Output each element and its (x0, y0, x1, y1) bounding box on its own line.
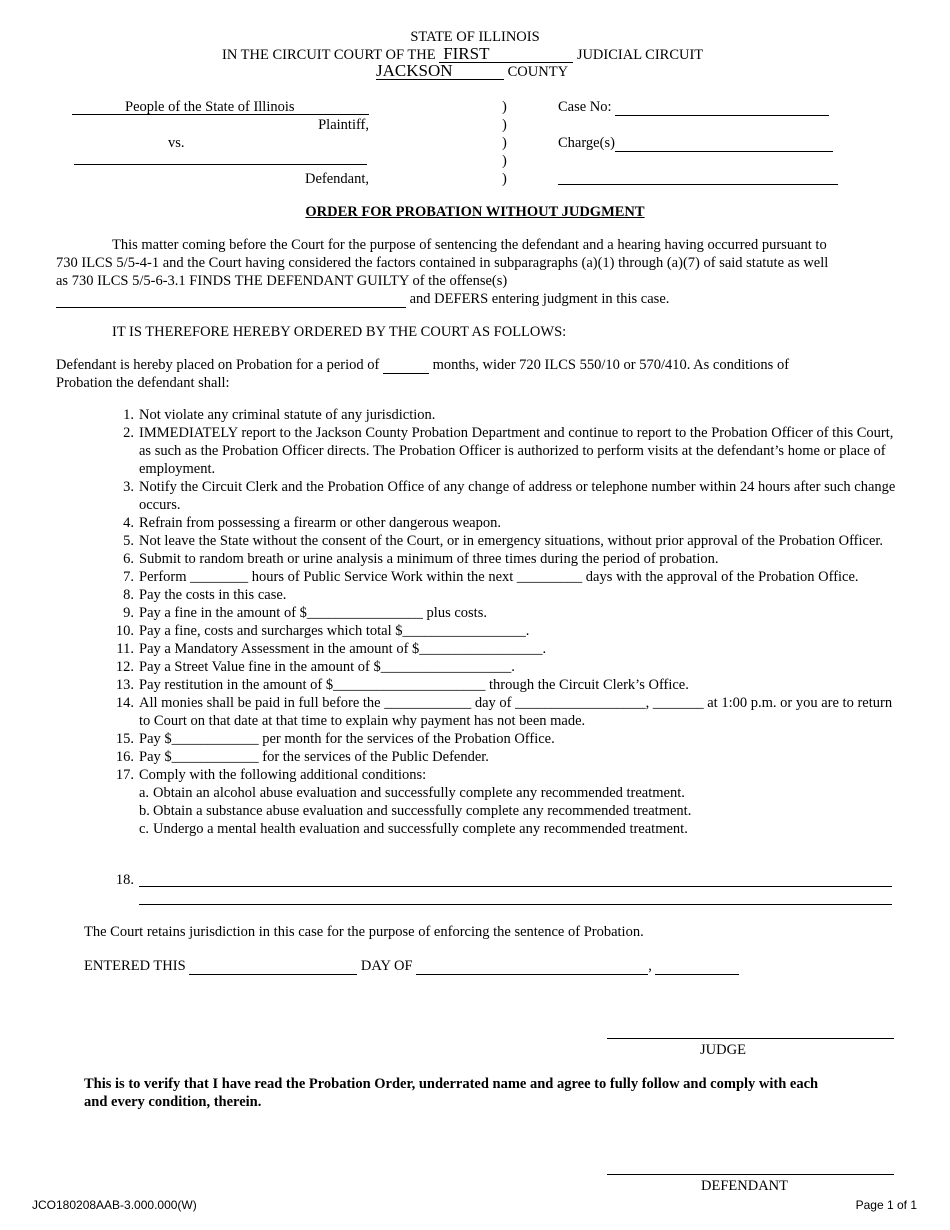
judge-signature-line[interactable] (607, 1024, 894, 1039)
condition-text: Pay $____________ per month for the services of the Probation Office. (139, 731, 555, 747)
judge-label: JUDGE (700, 1042, 746, 1058)
condition-item (110, 550, 900, 568)
condition-text: Not violate any criminal statute of any jurisdiction. (139, 407, 436, 423)
conditions-list (110, 406, 900, 838)
jurisdiction-statement: The Court retains jurisdiction in this case for the purpose of enforcing the sentence of Probation. (84, 924, 644, 940)
condition-item (110, 478, 900, 514)
paren-1: ) (502, 99, 507, 115)
plaintiff-label: Plaintiff, (318, 117, 369, 133)
condition-number: 2. (123, 425, 134, 441)
case-no-row (558, 98, 829, 116)
additional-condition-item (139, 784, 900, 802)
condition-text: Pay a Street Value fine in the amount of $__________________. (139, 659, 515, 675)
defendant-label: Defendant, (304, 171, 369, 187)
condition-item (110, 658, 900, 676)
condition-text: Notify the Circuit Clerk and the Probation Office of any change of address or telephone number within 24 hours after such change occurs. (139, 479, 896, 513)
header-court-line (222, 46, 703, 64)
condition-text: Refrain from possessing a firearm or other dangerous weapon. (139, 515, 501, 531)
condition-number: 1. (123, 407, 134, 423)
condition-text: Not leave the State without the consent of the Court, or in emergency situations, without prior approval of the Probation Officer. (139, 533, 884, 549)
additional-conditions (110, 784, 900, 838)
condition-number: 4. (123, 515, 134, 531)
entered-month-field[interactable] (416, 960, 648, 975)
entered-comma: , (648, 958, 652, 974)
defendant-name-field[interactable] (74, 150, 367, 165)
condition-text: Submit to random breath or urine analysis a minimum of three times during the period of probation. (139, 551, 719, 567)
additional-condition-letter: b. (139, 803, 150, 819)
condition-item (110, 424, 900, 478)
condition-item (110, 730, 900, 748)
condition-item (110, 640, 900, 658)
condition-item (110, 766, 900, 784)
intro-line-1: This matter coming before the Court for the purpose of sentencing the defendant and a hearing having occurred pursuant to (112, 237, 827, 253)
condition-text: Pay the costs in this case. (139, 587, 287, 603)
ordered-statement: IT IS THEREFORE HEREBY ORDERED BY THE COURT AS FOLLOWS: (112, 324, 567, 340)
condition-item (110, 604, 900, 622)
condition-18-field-2[interactable] (139, 890, 892, 905)
condition-text: Perform ________ hours of Public Service Work within the next _________ days with the approval of the Probation Office. (139, 569, 859, 585)
paren-3: ) (502, 135, 507, 151)
additional-condition-text: Obtain an alcohol abuse evaluation and successfully complete any recommended treatment. (153, 785, 685, 801)
entered-prefix: ENTERED THIS (84, 958, 186, 974)
probation-line-1 (56, 356, 789, 374)
paren-5: ) (502, 171, 507, 187)
case-no-field[interactable] (615, 101, 829, 116)
header-circuit-suffix: JUDICIAL CIRCUIT (576, 47, 704, 63)
condition-number: 5. (123, 533, 134, 549)
condition-number: 17. (115, 767, 134, 783)
condition-number: 11. (116, 641, 134, 657)
page-number: Page 1 of 1 (855, 1198, 917, 1212)
condition-text: Pay a Mandatory Assessment in the amount of $_________________. (139, 641, 547, 657)
condition-number: 7. (123, 569, 134, 585)
defendant-signature-line[interactable] (607, 1160, 894, 1175)
header-state: STATE OF ILLINOIS (410, 29, 540, 45)
header-court-prefix: IN THE CIRCUIT COURT OF THE (222, 47, 436, 63)
charges-field[interactable] (615, 137, 833, 152)
paren-4: ) (502, 153, 507, 169)
charges-label: Charge(s) (558, 135, 615, 151)
header-county-suffix: COUNTY (507, 64, 569, 80)
intro-line-4 (56, 290, 669, 308)
additional-condition-text: Obtain a substance abuse evaluation and successfully complete any recommended treatment. (153, 803, 692, 819)
condition-text: Pay a fine, costs and surcharges which total $_________________. (139, 623, 530, 639)
probation-prefix: Defendant is hereby placed on Probation for a period of (56, 357, 380, 373)
intro-line-4-suffix: and DEFERS entering judgment in this case. (409, 291, 670, 307)
condition-number: 6. (123, 551, 134, 567)
plaintiff-name: People of the State of Illinois (125, 99, 295, 115)
condition-number: 3. (123, 479, 134, 495)
entered-day-of: DAY OF (360, 958, 413, 974)
intro-line-2: 730 ILCS 5/5-4-1 and the Court having considered the factors contained in subparagraphs (a)(1) through (a)(7) of said statute as well (56, 255, 829, 271)
condition-number: 10. (115, 623, 134, 639)
condition-item (110, 568, 900, 586)
additional-condition-letter: a. (139, 785, 150, 801)
condition-item (110, 532, 900, 550)
offense-field[interactable] (56, 293, 406, 308)
probation-line-2: Probation the defendant shall: (56, 375, 230, 391)
condition-number: 9. (123, 605, 134, 621)
condition-text: Pay $____________ for the services of the Public Defender. (139, 749, 489, 765)
plaintiff-name-field[interactable] (72, 98, 369, 115)
additional-condition-text: Undergo a mental health evaluation and successfully complete any recommended treatment. (153, 821, 688, 837)
condition-18-num: 18. (115, 872, 134, 888)
defendant-signature-label: DEFENDANT (701, 1178, 788, 1194)
header-county-line (376, 63, 568, 81)
additional-condition-item (139, 820, 900, 838)
condition-text: Comply with the following additional conditions: (139, 767, 427, 783)
paren-2: ) (502, 117, 507, 133)
condition-number: 8. (123, 587, 134, 603)
condition-number: 15. (115, 731, 134, 747)
condition-number: 16. (115, 749, 134, 765)
form-id: JCO180208AAB-3.000.000(W) (32, 1198, 197, 1212)
vs-label: vs. (168, 135, 185, 151)
condition-number: 14. (115, 695, 134, 711)
condition-item (110, 694, 900, 730)
charges-row (558, 134, 833, 152)
county-field[interactable]: JACKSON (376, 63, 504, 80)
condition-item (110, 586, 900, 604)
condition-item (110, 676, 900, 694)
condition-text: Pay a fine in the amount of $________________ plus costs. (139, 605, 487, 621)
condition-number: 13. (115, 677, 134, 693)
condition-item (110, 748, 900, 766)
condition-item (110, 622, 900, 640)
circuit-field[interactable]: FIRST (439, 46, 573, 63)
order-title: ORDER FOR PROBATION WITHOUT JUDGMENT (305, 204, 645, 220)
probation-suffix: months, wider 720 ILCS 550/10 or 570/410. As conditions of (432, 357, 790, 373)
condition-item (110, 406, 900, 424)
verify-line-2: and every condition, therein. (84, 1094, 262, 1110)
entered-year-field[interactable] (655, 960, 739, 975)
condition-text: All monies shall be paid in full before the ____________ day of __________________, _______ at 1:00 p.m. or you are to return to Court on that date at that time to explain why payment has not been made. (139, 695, 893, 729)
case-no-label: Case No: (558, 99, 612, 115)
condition-number: 12. (115, 659, 134, 675)
condition-text: Pay restitution in the amount of $_____________________ through the Circuit Clerk’s Office. (139, 677, 689, 693)
entered-day-field[interactable] (189, 960, 357, 975)
intro-line-3: as 730 ILCS 5/5-6-3.1 FINDS THE DEFENDANT GUILTY of the offense(s) (56, 273, 508, 289)
condition-18-field-1[interactable] (139, 872, 892, 887)
verify-line-1: This is to verify that I have read the Probation Order, underrated name and agree to fully follow and comply with each (84, 1076, 819, 1092)
additional-condition-letter: c. (139, 821, 150, 837)
charges-field-2[interactable] (558, 170, 838, 185)
probation-months-field[interactable] (383, 359, 429, 374)
additional-condition-item (139, 802, 900, 820)
condition-item (110, 514, 900, 532)
entered-line (84, 957, 739, 975)
condition-text: IMMEDIATELY report to the Jackson County Probation Department and continue to report to the Probation Officer of this Court, as such as the Probation Officer directs. The Probation Officer is authorized to perform visits at the defendant’s home or place of employment. (139, 425, 894, 477)
